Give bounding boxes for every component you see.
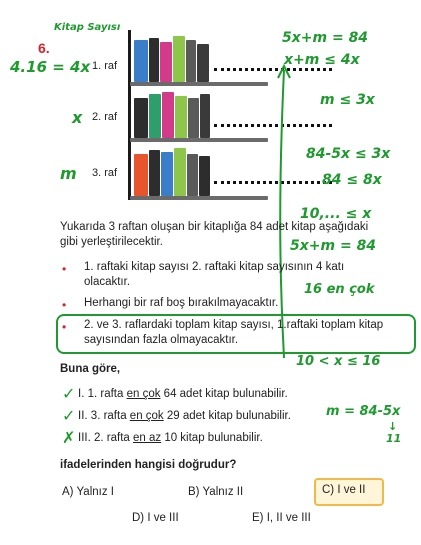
statement-2: II. 3. rafta en çok 29 adet kitap bulunabilir. bbox=[78, 410, 291, 422]
handwritten-header: Kitap Sayısı bbox=[54, 22, 121, 33]
shelf-2-label: 2. raf bbox=[92, 111, 118, 123]
hw-eq-10: m = 84-5x bbox=[326, 404, 401, 419]
book bbox=[161, 152, 173, 196]
hw-eq-1: 5x+m = 84 bbox=[282, 30, 369, 46]
hw-eq-7: 5x+m = 84 bbox=[290, 238, 377, 254]
shelf-2-board bbox=[130, 138, 268, 142]
hw-eq-9: 10 < x ≤ 16 bbox=[296, 354, 381, 369]
hw-eq-11-arrow: ↓ bbox=[388, 420, 398, 433]
check-icon: ✓ bbox=[62, 406, 76, 425]
shelf-2-note: x bbox=[72, 108, 83, 127]
hw-eq-8: 16 en çok bbox=[304, 282, 375, 297]
book bbox=[160, 42, 172, 82]
shelf-1-books bbox=[132, 36, 212, 82]
shelf-1-note: 4.16 = 4x bbox=[10, 58, 91, 76]
shelf-2-books bbox=[132, 92, 212, 138]
statement-prefix: II. bbox=[78, 410, 88, 422]
intro-text: Yukarıda 3 raftan oluşan bir kitaplığa 84 adet kitap aşağıdaki gibi yerleştirilecektir. bbox=[60, 221, 369, 248]
condition-2: Herhangi bir raf boş bırakılmayacaktır. bbox=[84, 297, 279, 309]
shelf-3-books bbox=[132, 148, 212, 196]
book bbox=[187, 154, 198, 196]
option-e[interactable]: E) I, II ve III bbox=[252, 512, 311, 524]
book bbox=[134, 40, 148, 82]
book bbox=[200, 94, 210, 138]
shelf-3-note: m bbox=[60, 164, 77, 183]
book bbox=[134, 98, 148, 138]
shelf-3-board bbox=[130, 196, 268, 200]
statement-prefix: III. bbox=[78, 432, 91, 444]
statement-prefix: I. bbox=[78, 388, 85, 400]
book bbox=[174, 148, 186, 196]
question-text: ifadelerinden hangisi doğrudur? bbox=[60, 459, 237, 471]
cross-icon: ✗ bbox=[62, 428, 76, 447]
statement-1: I. 1. rafta en çok 64 adet kitap bulunabilir. bbox=[78, 388, 288, 400]
book bbox=[149, 150, 160, 196]
bullet: • bbox=[62, 262, 67, 276]
book bbox=[197, 44, 209, 82]
hw-eq-4: 84-5x ≤ 3x bbox=[306, 146, 391, 162]
bullet: • bbox=[62, 320, 67, 334]
book bbox=[162, 92, 174, 138]
shelf-3-label: 3. raf bbox=[92, 167, 118, 179]
bookshelf-post bbox=[128, 30, 131, 200]
hw-eq-2: x+m ≤ 4x bbox=[284, 52, 360, 68]
book bbox=[175, 96, 187, 138]
statement-3: III. 2. rafta en az 10 kitap bulunabilir. bbox=[78, 432, 263, 444]
book bbox=[188, 98, 199, 138]
hw-eq-6: 10,... ≤ x bbox=[300, 206, 372, 222]
shelf-1-label: 1. raf bbox=[92, 60, 118, 72]
buna-gore: Buna göre, bbox=[60, 363, 121, 375]
book bbox=[149, 94, 161, 138]
book bbox=[186, 40, 196, 82]
condition-1: 1. raftaki kitap sayısı 2. raftaki kitap sayısının 4 katı olacaktır. bbox=[84, 261, 345, 288]
option-d[interactable]: D) I ve III bbox=[132, 512, 179, 524]
option-b[interactable]: B) Yalnız II bbox=[188, 486, 244, 498]
hw-eq-3: m ≤ 3x bbox=[320, 92, 375, 108]
option-c[interactable]: C) I ve II bbox=[322, 484, 366, 496]
book bbox=[149, 38, 159, 82]
question-number: 6. bbox=[38, 40, 50, 56]
shelf-1-board bbox=[130, 82, 268, 86]
option-a[interactable]: A) Yalnız I bbox=[62, 486, 114, 498]
hw-eq-5: 84 ≤ 8x bbox=[322, 172, 382, 188]
book bbox=[134, 154, 148, 196]
book bbox=[199, 156, 210, 196]
book bbox=[173, 36, 185, 82]
check-icon: ✓ bbox=[62, 384, 76, 403]
bullet: • bbox=[62, 298, 67, 312]
hw-eq-11: 11 bbox=[386, 432, 402, 445]
condition-3: 2. ve 3. raflardaki toplam kitap sayısı, 1.raftaki toplam kitap sayısından fazla olmayacaktır. bbox=[84, 319, 384, 346]
